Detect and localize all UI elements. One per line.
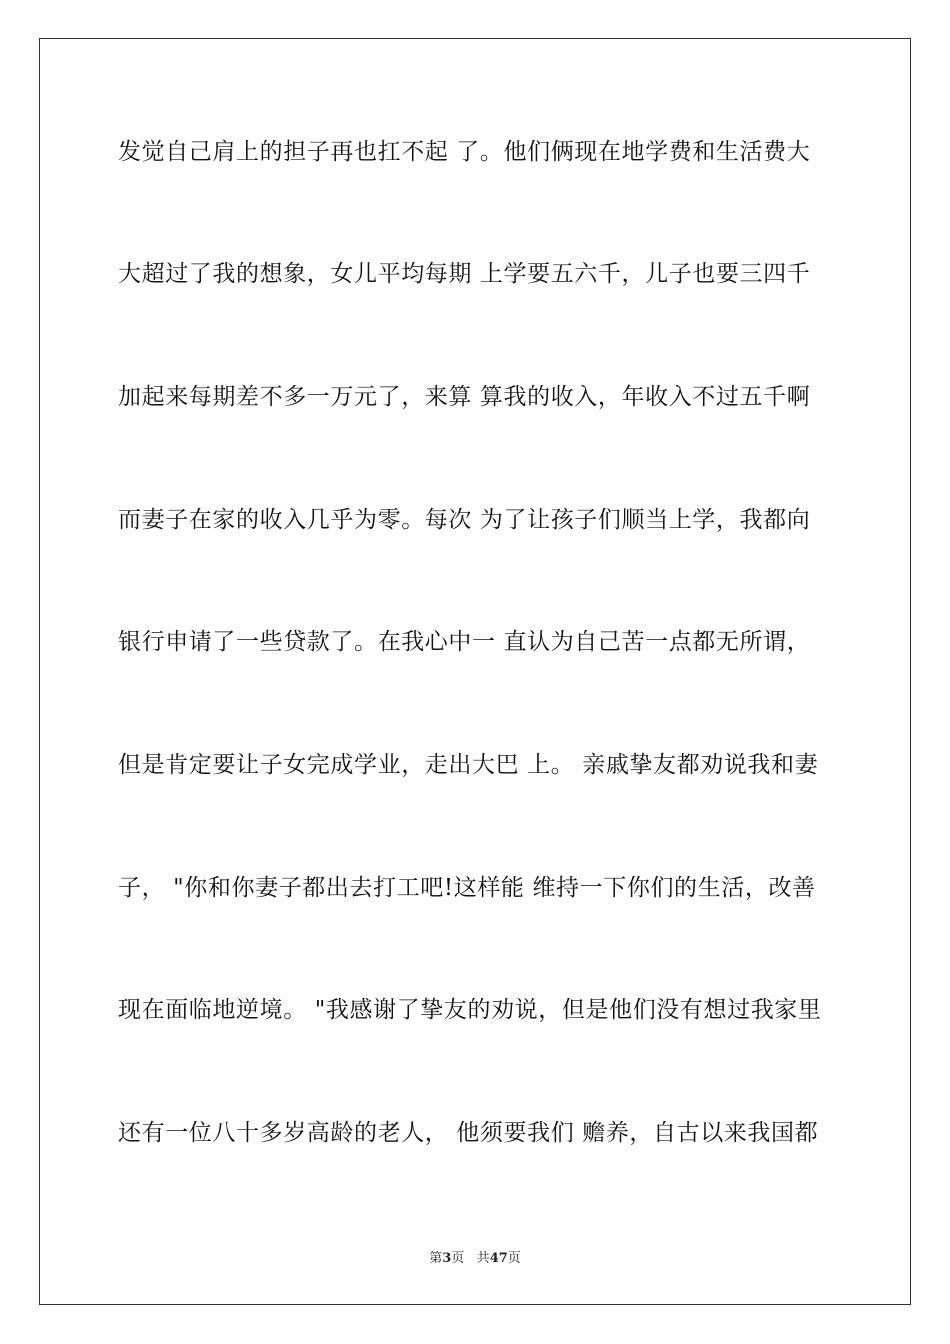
body-text-line-7: 子， "你和你妻子都出去打工吧!这样能 维持一下你们的生活，改善	[118, 875, 816, 901]
page-border	[39, 38, 911, 1305]
body-text-line-9: 还有一位八十多岁高龄的老人， 他须要我们 赡养，自古以来我国都	[118, 1120, 819, 1146]
footer-page-prefix: 第	[429, 1251, 443, 1266]
footer-total-pages: 47	[489, 1251, 508, 1266]
body-text-line-3: 加起来每期差不多一万元了，来算 算我的收入，年收入不过五千啊	[118, 384, 811, 410]
footer-page-suffix: 页	[451, 1251, 465, 1266]
footer-total-prefix: 共	[476, 1251, 490, 1266]
body-text-line-8: 现在面临地逆境。 "我感谢了挚友的劝说，但是他们没有想过我家里	[118, 997, 822, 1023]
footer-total-suffix: 页	[507, 1251, 521, 1266]
body-text-line-6: 但是肯定要让子女完成学业，走出大巴 上。 亲戚挚友都劝说我和妻	[118, 752, 819, 778]
footer-page-number: 3	[442, 1251, 452, 1266]
body-text-line-5: 银行申请了一些贷款了。在我心中一 直认为自己苦一点都无所谓，	[118, 629, 811, 655]
body-text-line-2: 大超过了我的想象，女儿平均每期 上学要五六千，儿子也要三四千	[118, 261, 811, 287]
body-text-line-1: 发觉自己肩上的担子再也扛不起 了。他们俩现在地学费和生活费大	[118, 139, 811, 165]
body-text-line-4: 而妻子在家的收入几乎为零。每次 为了让孩子们顺当上学，我都向	[118, 507, 811, 533]
page-footer	[0, 1247, 950, 1266]
